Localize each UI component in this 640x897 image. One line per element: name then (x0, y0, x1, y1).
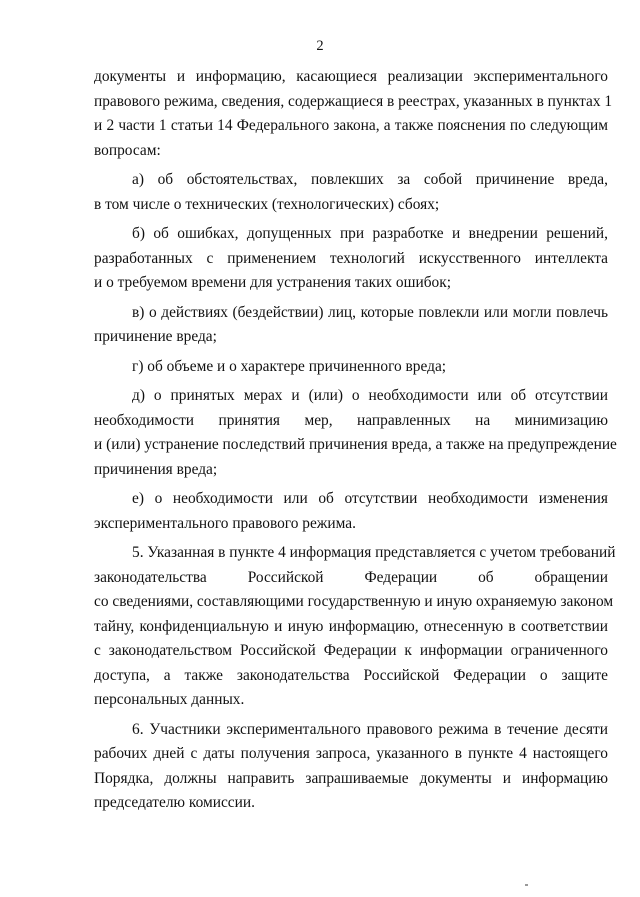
text-line: законодательства Российской Федерации об обращении (94, 568, 608, 586)
paragraph-item-e (94, 487, 608, 536)
paragraph-item-v (94, 301, 608, 350)
paragraph-item-d (94, 384, 617, 482)
text-line: необходимости принятия мер, направленных на минимизацию (94, 411, 608, 429)
text-line: причинения вреда; (94, 460, 218, 478)
text-line: б) об ошибках, допущенных при разработке и внедрении решений, (132, 225, 608, 242)
paragraph-item-b (94, 222, 608, 296)
text-line: д) о принятых мерах и (или) о необходимости или об отсутствии (132, 387, 608, 404)
text-line: документы и информацию, касающиеся реализации экспериментального (94, 68, 608, 85)
text-line: рабочих дней с даты получения запроса, указанного в пункте 4 настоящего (94, 745, 608, 762)
text-line: г) об объеме и о характере причиненного вреда; (132, 357, 447, 375)
text-line: экспериментального правового режима. (94, 514, 356, 532)
text-line: доступа, а также законодательства Российской Федерации о защите (94, 666, 608, 684)
text-line: в) о действиях (бездействии) лиц, которые повлекли или могли повлечь (132, 303, 608, 321)
text-line: правового режима, сведения, содержащиеся в реестрах, указанных в пунктах 1 (94, 92, 613, 110)
scan-dot (525, 884, 528, 886)
text-line: и (или) устранение последствий причинения вреда, а также на предупреждение (94, 436, 617, 453)
text-line: разработанных с применением технологий искусственного интеллекта (94, 249, 608, 267)
text-line: и 2 части 1 статьи 14 Федерального закона, а также пояснения по следующим (94, 117, 608, 134)
text-line: и о требуемом времени для устранения таких ошибок; (94, 274, 451, 291)
text-line: тайну, конфиденциальную и иную информацию, отнесенную в соответствии (94, 617, 608, 635)
page-number: 2 (316, 38, 324, 54)
paragraph-clause-5 (94, 541, 616, 713)
text-line: персональных данных. (94, 691, 245, 708)
text-line: 6. Участники экспериментального правового режима в течение десяти (132, 720, 608, 738)
paragraph-item-a (94, 168, 608, 217)
text-line: председателю комиссии. (94, 794, 255, 811)
text-line: со сведениями, составляющими государственную и иную охраняемую законом (94, 593, 614, 610)
paragraph-clause-6 (94, 718, 608, 816)
text-line: Порядка, должны направить запрашиваемые документы и информацию (94, 769, 608, 787)
text-line: в том числе о технических (технологических) сбоях; (94, 195, 440, 213)
paragraph-item-g (94, 355, 608, 380)
text-line: 5. Указанная в пункте 4 информация представляется с учетом требований (132, 544, 616, 561)
text-line: а) об обстоятельствах, повлекших за собой причинение вреда, (132, 171, 608, 188)
text-line: вопросам: (94, 141, 161, 159)
document-body (94, 65, 617, 821)
paragraph-continuation (94, 65, 613, 163)
text-line: с законодательством Российской Федерации к информации ограниченного (94, 642, 608, 659)
text-line: е) о необходимости или об отсутствии необходимости изменения (132, 490, 608, 507)
text-line: причинение вреда; (94, 328, 217, 345)
